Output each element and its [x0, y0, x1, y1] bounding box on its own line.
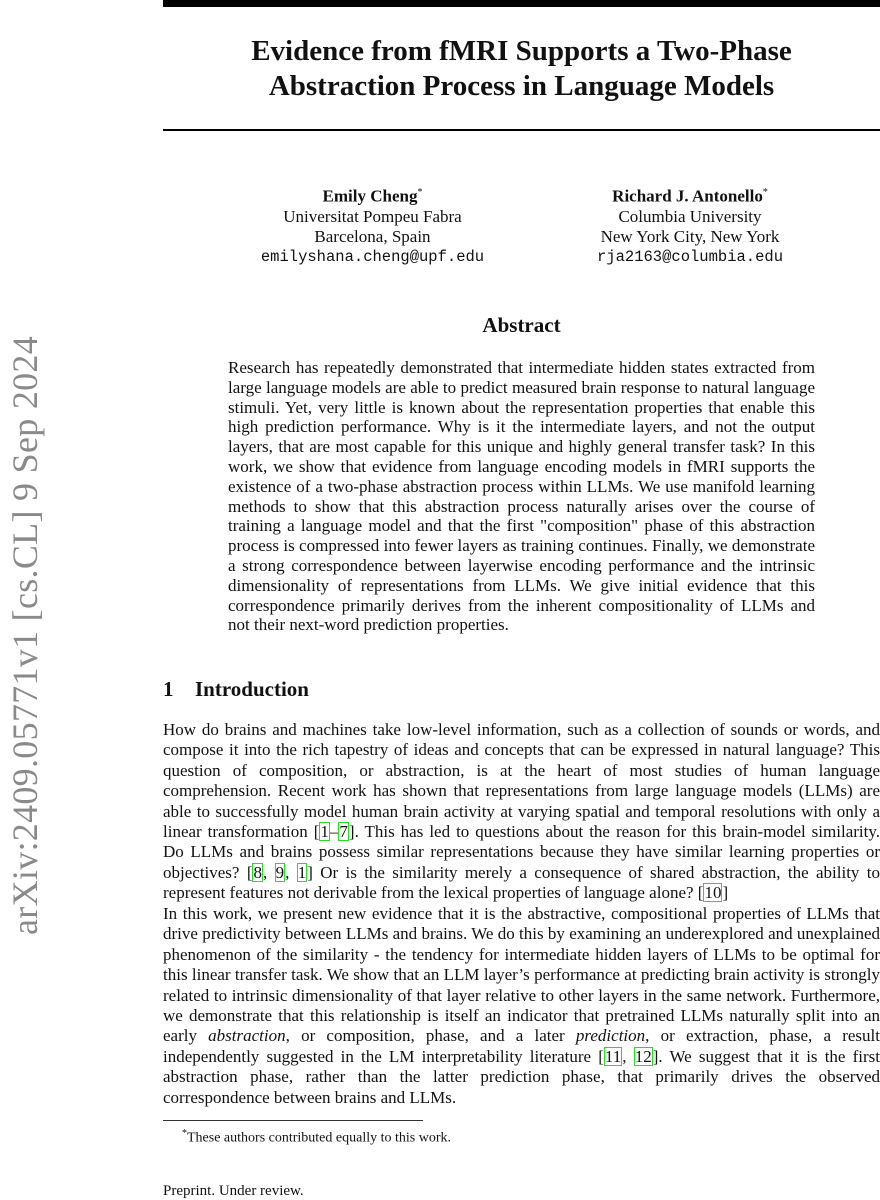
intro-paragraph — [163, 720, 880, 904]
section-number: 1 — [163, 677, 174, 701]
text-segment: – — [329, 822, 339, 842]
author-location: Barcelona, Spain — [314, 226, 431, 246]
arxiv-identifier: arXiv:2409.05771v1 [cs.CL] 9 Sep 2024 — [5, 335, 45, 935]
footnote — [182, 1128, 451, 1147]
paper-title — [163, 34, 880, 104]
footnote-rule — [163, 1120, 423, 1121]
title-line-2: Abstraction Process in Language Models — [268, 70, 775, 102]
abstract-heading: Abstract — [482, 313, 561, 337]
citation-link[interactable]: 1 — [320, 822, 329, 842]
citation-link[interactable]: 9 — [275, 862, 285, 882]
section-title: Introduction — [195, 677, 309, 701]
author-mark: * — [417, 187, 423, 198]
citation-link[interactable]: 12 — [634, 1046, 652, 1066]
page-footer: Preprint. Under review. — [163, 1183, 304, 1199]
emphasized-text: abstraction — [208, 1026, 286, 1046]
author-affiliation: Universitat Pompeu Fabra — [283, 206, 462, 226]
text-segment: , — [285, 862, 297, 882]
author-block — [560, 183, 820, 267]
text-segment: , or composition, phase, and a later — [285, 1026, 576, 1046]
text-segment: ]. We suggest that it is the first abstraction phase, rather than the latter prediction phase, that primarily drives the observed correspondence between brains and LLMs. — [163, 1046, 880, 1107]
author-mark: * — [762, 187, 768, 198]
abstract-text: Research has repeatedly demonstrated that intermediate hidden states extracted from large language models are able to predict measured brain response to natural language stimuli. Yet, very little is known about the representation properties that enable this high prediction performance. Why is it the intermediate layers, and not the output layers, that are most capable for this unique and highly general transfer task? In this work, we show that evidence from language encoding models in fMRI supports the existence of a two-phase abstraction process within LLMs. We use manifold learning methods to show that this abstraction process naturally arises over the course of training a language model and that the first "composition" phase of this abstraction process is compressed into fewer layers as training continues. Finally, we demonstrate a strong correspondence between layerwise encoding performance and the intrinsic dimensionality of representations from LLMs. We give initial evidence that this correspondence primarily derives from the inherent compositionality of LLMs and not their next-word prediction properties. — [228, 358, 815, 635]
top-rule — [163, 0, 880, 7]
text-segment: ] — [722, 883, 729, 903]
text-segment: ]. This has led to questions about the reason for this brain-model similarity. Do LLMs and brains possess similar representations because they have similar learning properties or objectives? [ — [163, 822, 880, 882]
emphasized-text: prediction — [575, 1026, 646, 1046]
title-line-1: Evidence from fMRI Supports a Two-Phase — [251, 35, 792, 67]
text-segment: , or extraction, phase, a result independently suggested in the LM interpretability literature [ — [163, 1026, 880, 1066]
text-segment: In this work, we present new evidence that it is the abstractive, compositional properties of LLMs that drive predictivity between LLMs and brains. We do this by examining an underexplored and unexplained phenomenon of the similarity - the tendency for intermediate hidden layers of LLMs to be optimal for this linear transfer task. We show that an LLM layer’s performance at predicting brain activity is strongly related to intrinsic dimensionality of that layer relative to other layers in the same network. Furthermore, we demonstrate that this relationship is itself an indicator that pretrained LLMs naturally split into an early — [163, 904, 880, 1046]
citation-link[interactable]: 11 — [604, 1046, 622, 1066]
author-email[interactable]: rja2163@columbia.edu — [596, 247, 784, 266]
title-rule — [163, 129, 880, 131]
author-location: New York City, New York — [600, 226, 780, 246]
citation-link[interactable]: 1 — [297, 862, 307, 882]
author-name: Richard J. Antonello — [612, 186, 763, 206]
section-heading — [163, 677, 309, 702]
author-affiliation: Columbia University — [618, 206, 762, 226]
author-email[interactable]: emilyshana.cheng@upf.edu — [260, 247, 485, 266]
footnote-mark: * — [182, 1128, 187, 1139]
text-segment: How do brains and machines take low-level information, such as a collection of sounds or words, and compose it into the rich tapestry of ideas and concepts that can be expressed in natural language? This question of composition, or abstraction, is at the heart of most studies of human language comprehension. Recent work has shown that representations from large language models (LLMs) are able to successfully model human brain activity at varying spatial and temporal resolutions with only a linear transformation [ — [163, 720, 880, 842]
citation-link[interactable]: 8 — [253, 862, 262, 882]
text-segment: , — [262, 862, 275, 882]
citation-link[interactable]: 7 — [339, 822, 348, 842]
text-segment: ] Or is the similarity merely a consequence of shared abstraction, the ability to represent features not derivable from the lexical properties of language alone? [ — [163, 862, 880, 903]
author-name: Emily Cheng — [322, 186, 418, 206]
citation-link[interactable]: 10 — [704, 883, 722, 903]
text-segment: , — [622, 1046, 634, 1066]
intro-paragraph — [163, 904, 880, 1108]
author-block — [240, 183, 505, 267]
footnote-text: These authors contributed equally to this work. — [187, 1130, 451, 1146]
